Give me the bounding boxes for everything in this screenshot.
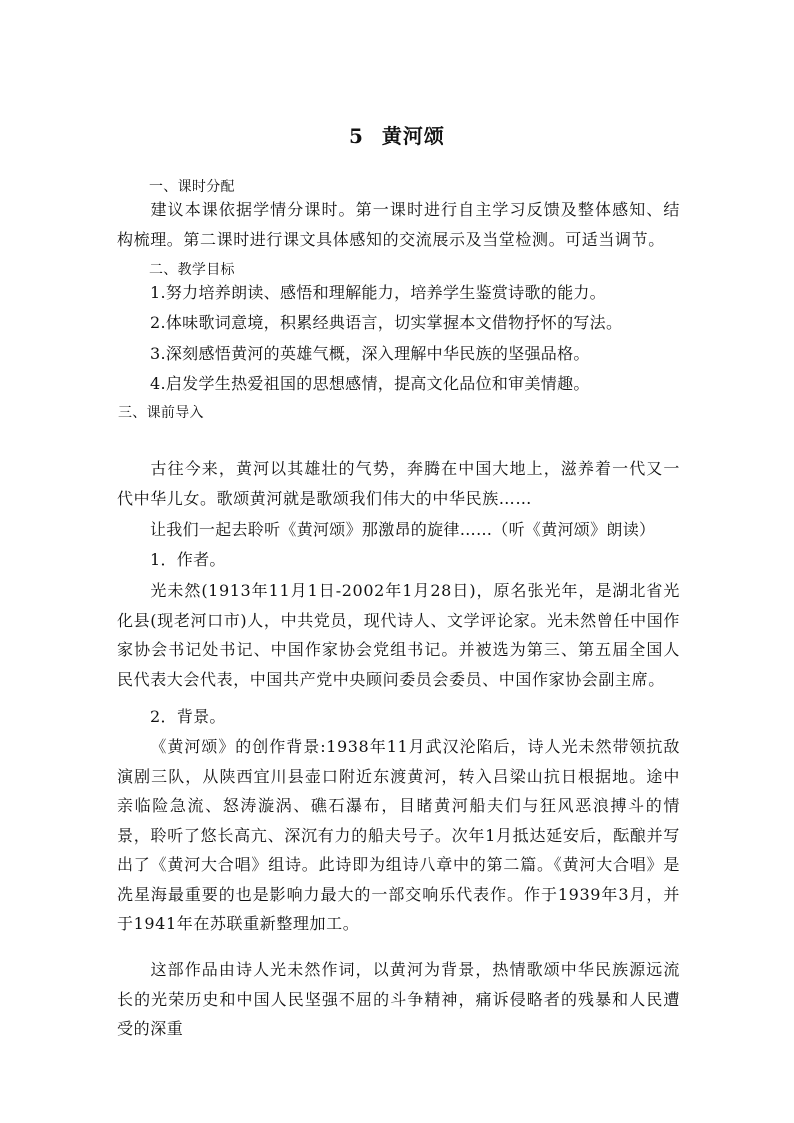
- section-heading-goals: 二、教学目标: [149, 262, 235, 278]
- author-label: 1．作者。: [150, 550, 226, 569]
- section-heading-schedule: 一、课时分配: [149, 179, 235, 195]
- intro-paragraph: [117, 454, 680, 513]
- schedule-text: 建议本课依据学情分课时。第一课时进行自主学习反馈及整体感知、结构梳理。第二课时进行课文具体感知的交流展示及当堂检测。可适当调节。: [117, 200, 680, 249]
- author-paragraph: [117, 576, 680, 694]
- goal-item-3: 3.深刻感悟黄河的英雄气概，深入理解中华民族的坚强品格。: [150, 344, 590, 363]
- background-text: 《黄河颂》的创作背景:1938年11月武汉沦陷后，诗人光未然带领抗敌演剧三队，从陕西宜川县壶口附近东渡黄河，转入吕梁山抗日根据地。途中亲临险急流、怒涛漩涡、礁石瀑布，目睹黄河船夫们与狂风恶浪搏斗的情景，聆听了悠长高亢、深沉有力的船夫号子。次年1月抵达延安后，酝酿并写出了《黄河大合唱》组诗。此诗即为组诗八章中的第二篇。《黄河大合唱》是冼星海最重要的也是影响力最大的一部交响乐代表作。作于1939年3月，并于1941年在苏联重新整理加工。: [117, 737, 680, 933]
- title-text: 黄河颂: [381, 124, 445, 148]
- background-paragraph: [117, 732, 680, 939]
- goal-item-4: 4.启发学生热爱祖国的思想感情，提高文化品位和审美情趣。: [150, 374, 590, 393]
- listen-line: 让我们一起去聆听《黄河颂》那激昂的旋律……（听《黄河颂》朗读）: [150, 520, 656, 539]
- closing-paragraph: [117, 955, 680, 1044]
- title-number: 5: [349, 124, 364, 148]
- author-text: 光未然(1913年11月1日-2002年1月28日)，原名张光年，是湖北省光化县(现老河口市)人，中共党员，现代诗人、文学评论家。光未然曾任中国作家协会书记处书记、中国作家协会党组书记。并被选为第三、第五届全国人民代表大会代表，中国共产党中央顾问委员会委员、中国作家协会副主席。: [117, 581, 680, 689]
- goal-item-1: 1.努力培养朗读、感悟和理解能力，培养学生鉴赏诗歌的能力。: [150, 283, 606, 302]
- closing-text: 这部作品由诗人光未然作词，以黄河为背景，热情歌颂中华民族源远流长的光荣历史和中国人民坚强不屈的斗争精神，痛诉侵略者的残暴和人民遭受的深重: [117, 960, 680, 1038]
- document-title: [349, 126, 445, 146]
- schedule-paragraph: [117, 195, 680, 254]
- goal-item-2: 2.体味歌词意境，积累经典语言，切实掌握本文借物抒怀的写法。: [150, 313, 623, 332]
- intro-text: 古往今来，黄河以其雄壮的气势，奔腾在中国大地上，滋养着一代又一代中华儿女。歌颂黄河就是歌颂我们伟大的中华民族……: [117, 459, 680, 508]
- background-label: 2．背景。: [150, 707, 226, 726]
- section-heading-intro: 三、课前导入: [118, 405, 204, 421]
